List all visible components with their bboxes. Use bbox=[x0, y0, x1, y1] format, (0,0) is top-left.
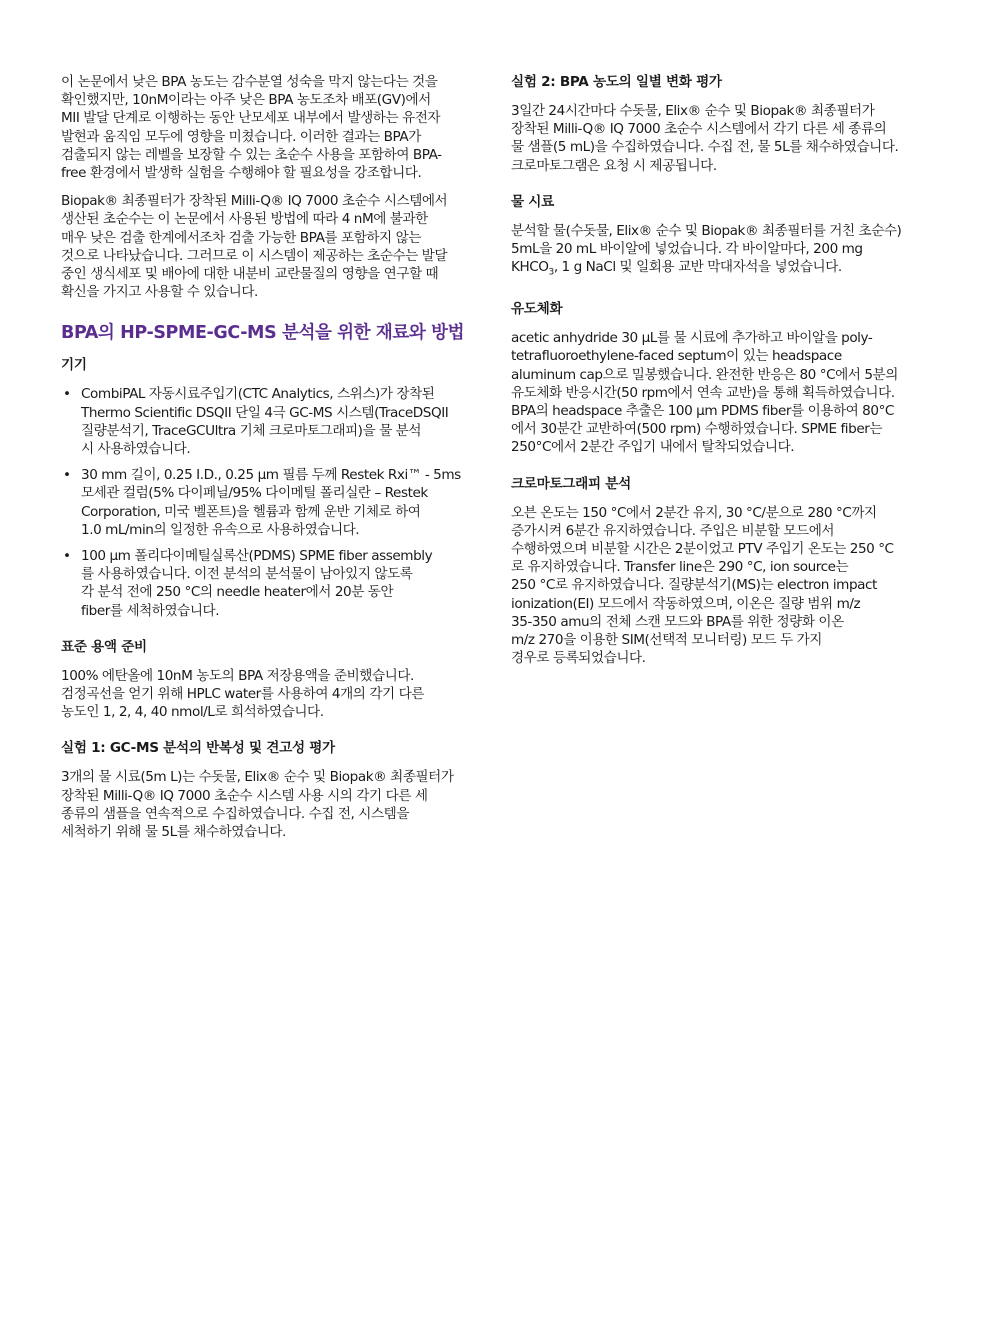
water-sample-text-part-1: 분석할 물(수돗물, Elix® 순수 및 Biopak® 최종필터를 거친 초순수) 5mL을 20 mL 바이알에 넣었습니다. 각 바이알마다, 200 mg KHCO bbox=[511, 222, 902, 276]
subscript-3: 3 bbox=[548, 267, 554, 278]
derivatization-text: acetic anhydride 30 µL를 물 시료에 추가하고 바이알을 poly- tetrafluoroethylene-faced septum이 있는 headspace aluminum cap으로 밀봉했습니다. 완전한 반응은 80 °C에서 5분의 유도체화 반응시간(50 rpm에서 연속 교반)을 통해 획득하였습니다. BPA의 headspace 추출은 100 µm PDMS fiber를 이용하여 80°C 에서 30분간 교반하여(500 rpm) 수행하였습니다. SPME fiber는 250°C에서 2분간 주입기 내에서 탈착되었습니다. bbox=[511, 330, 898, 456]
list-item: • 30 mm 길이, 0.25 I.D., 0.25 µm 필름 두께 Restek Rxi™ - 5ms 모세관 컬럼(5% 다이페닐/95% 다이메틸 폴리실란 – Restek Corporation, 미국 벨폰트)을 헬륨과 함께 운반 기체로 하여 1.0 mL/min의 일정한 유속으로 사용하였습니다. bbox=[61, 466, 489, 539]
right-column bbox=[511, 73, 939, 667]
chromatography-text: 오븐 온도는 150 °C에서 2분간 유지, 30 °C/분으로 280 °C까지 증가시켜 6분간 유지하였습니다. 주입은 비분할 모드에서 수행하였으며 비분할 시간은 2분이었고 PTV 주입기 온도는 250 °C 로 유지하였습니다. Transfer line은 290 °C, ion source는 250 °C로 유지하였습니다. 질량분석기(MS)는 electron impact ionization(EI) 모드에서 작동하였으며, 이온은 질량 범위 m/z 35-350 amu의 전체 스캔 모드와 BPA를 위한 정량화 이온 m/z 270을 이용한 SIM(선택적 모니터링) 모드 두 가지 경우로 등록되었습니다. bbox=[511, 504, 894, 667]
list-item: • 100 µm 폴리다이메틸실록산(PDMS) SPME fiber assembly 를 사용하였습니다. 이전 분석의 분석물이 남아있지 않도록 각 분석 전에 250 °C의 needle heater에서 20분 동안 fiber를 세척하였습니다. bbox=[61, 547, 489, 620]
experiment-2-text: 3일간 24시간마다 수돗물, Elix® 순수 및 Biopak® 최종필터가 장착된 Milli-Q® IQ 7000 초순수 시스템에서 각기 다른 세 종류의 물 샘플(5 mL)을 수집하였습니다. 수집 전, 물 5L를 채수하였습니다. 크로마토그램은 요청 시 제공됩니다. bbox=[511, 103, 899, 174]
experiment-2-heading: 실험 2: BPA 농도의 일별 변화 평가 bbox=[511, 74, 722, 90]
instruments-heading: 기기 bbox=[61, 357, 87, 374]
chromatography-heading: 크로마토그래피 분석 bbox=[511, 475, 631, 492]
section-title: BPA의 HP-SPME-GC-MS 분석을 위한 재료와 방법 bbox=[61, 323, 465, 344]
water-sample-heading: 물 시료 bbox=[511, 193, 554, 210]
instruments-list bbox=[61, 385, 489, 619]
intro-paragraph-2: Biopak® 최종필터가 장착된 Milli-Q® IQ 7000 초순수 시스템에서 생산된 초순수는 이 논문에서 사용된 방법에 따라 4 nM에 불과한 매우 낮은 검출 한계에서조차 검출 가능한 BPA를 포함하지 않는 것으로 나타났습니다. 그러므로 이 시스템이 제공하는 초순수는 발달 중인 생식세포 및 배아에 대한 내분비 교란물질의 영향을 연구할 때 확신을 가지고 사용할 수 있습니다. bbox=[61, 193, 448, 301]
water-sample-text-part-2: , 1 g NaCl 및 일회용 교반 막대자석을 넣었습니다. bbox=[553, 259, 842, 276]
water-sample-text bbox=[511, 222, 939, 282]
intro-paragraph-1: 이 논문에서 낮은 BPA 농도는 감수분열 성숙을 막지 않는다는 것을 확인했지만, 10nM이라는 아주 낮은 BPA 농도조차 배포(GV)에서 MII 발달 단계로 이행하는 동안 난모세포 내부에서 발생하는 유전자 발현과 움직임 모두에 영향을 미쳤습니다. 이러한 결과는 BPA가 검출되지 않는 레벨을 보장할 수 있는 초순수 사용을 포함하여 BPA- free 환경에서 발생학 실험을 수행해야 할 필요성을 강조합니다. bbox=[61, 74, 442, 182]
list-item: • CombiPAL 자동시료주입기(CTC Analytics, 스위스)가 장착된 Thermo Scientific DSQII 단일 4극 GC-MS 시스템(TraceDSQII 질량분석기, TraceGCUltra 기체 크로마토그래피)을 물 분석 시 사용하였습니다. bbox=[61, 385, 489, 458]
standard-solution-heading: 표준 용액 준비 bbox=[61, 638, 147, 655]
standard-solution-text: 100% 에탄올에 10nM 농도의 BPA 저장용액을 준비했습니다. 검정곡선을 얻기 위해 HPLC water를 사용하여 4개의 각기 다른 농도인 1, 2, 4, 40 nmol/L로 희석하였습니다. bbox=[61, 667, 424, 721]
experiment-1-heading: 실험 1: GC-MS 분석의 반복성 및 견고성 평가 bbox=[61, 740, 335, 757]
experiment-1-text: 3개의 물 시료(5m L)는 수돗물, Elix® 순수 및 Biopak® 최종필터가 장착된 Milli-Q® IQ 7000 초순수 시스템 사용 시의 각기 다른 세 종류의 샘플을 연속적으로 수집하였습니다. 수집 전, 시스템을 세척하기 위해 물 5L를 채수하였습니다. bbox=[61, 769, 454, 841]
left-column bbox=[61, 73, 489, 841]
derivatization-heading: 유도체화 bbox=[511, 301, 563, 318]
